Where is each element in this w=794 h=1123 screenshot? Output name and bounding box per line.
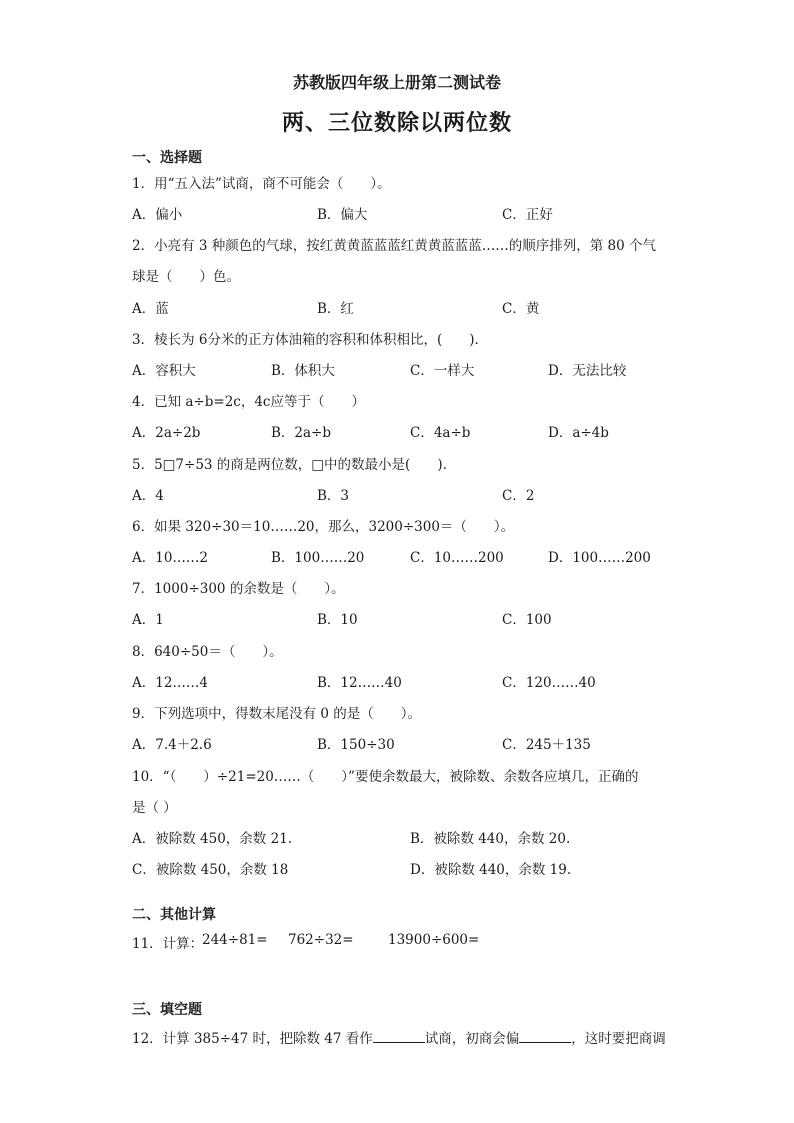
question-10-stem-line2: 是（ ） <box>132 800 177 816</box>
question-12-text-part2: 试商，初商会偏 <box>424 1031 520 1047</box>
answer-blank-1[interactable] <box>373 1030 425 1043</box>
section-heading-calculation: 二、其他计算 <box>132 907 216 923</box>
question-7-option-b: B．10 <box>317 612 358 628</box>
question-3-option-a: A．容积大 <box>132 363 196 379</box>
question-6-option-b: B．100……20 <box>271 550 365 566</box>
question-6-option-c: C．10……200 <box>410 550 504 566</box>
question-4-stem: 4．已知 a÷b=2c，4c应等于（ ） <box>132 394 365 410</box>
question-2-option-a: A．蓝 <box>132 301 169 317</box>
question-2-stem-line1: 2．小亮有 3 种颜色的气球，按红黄黄蓝蓝蓝红黄黄蓝蓝蓝……的顺序排列，第 80 个气 <box>132 238 657 254</box>
question-1-option-c: C．正好 <box>502 207 553 223</box>
question-5-stem: 5．5□7÷53 的商是两位数，□中的数最小是( ). <box>132 457 447 473</box>
question-11-expression-2: 762÷32= <box>288 932 354 948</box>
question-2-stem-line2: 球是（ ）色。 <box>132 269 240 285</box>
question-9-option-a: A．7.4＋2.6 <box>132 737 212 753</box>
question-3-option-d: D．无法比较 <box>548 363 627 379</box>
question-3-option-b: B．体积大 <box>271 363 335 379</box>
question-4-option-a: A．2a÷2b <box>132 425 201 441</box>
question-7-stem: 7．1000÷300 的余数是（ ）。 <box>132 581 345 597</box>
question-1-stem: 1．用“五入法”试商，商不可能会（ ）。 <box>132 176 391 192</box>
question-7-option-c: C．100 <box>502 612 552 628</box>
exam-subtitle: 两、三位数除以两位数 <box>281 111 512 136</box>
question-7-option-a: A．1 <box>132 612 164 628</box>
question-10-option-c: C．被除数 450，余数 18 <box>132 862 289 878</box>
question-5-option-b: B．3 <box>317 488 350 504</box>
question-9-option-c: C．245＋135 <box>502 737 591 753</box>
section-heading-fill-blank: 三、填空题 <box>132 1002 202 1018</box>
question-12-stem <box>132 1027 666 1047</box>
question-3-option-c: C．一样大 <box>410 363 475 379</box>
question-4-option-d: D．a÷4b <box>548 425 609 441</box>
question-10-stem-line1: 10．“（ ）÷21=20……（ ）”要使余数最大，被除数、余数各应填几，正确的 <box>132 769 639 785</box>
question-4-option-b: B．2a÷b <box>271 425 332 441</box>
question-1-option-a: A．偏小 <box>132 207 183 223</box>
question-2-option-b: B．红 <box>317 301 354 317</box>
question-9-option-b: B．150÷30 <box>317 737 395 753</box>
question-2-option-c: C．黄 <box>502 301 540 317</box>
question-10-option-d: D．被除数 440，余数 19. <box>410 862 572 878</box>
question-12-text-part1: 12．计算 385÷47 时，把除数 47 看作 <box>132 1031 373 1047</box>
question-10-option-a: A．被除数 450，余数 21. <box>132 831 293 847</box>
question-5-option-c: C．2 <box>502 488 535 504</box>
question-12-text-part3: ，这时要把商调 <box>571 1031 666 1047</box>
exam-title: 苏教版四年级上册第二测试卷 <box>292 73 501 92</box>
question-6-option-d: D．100……200 <box>548 550 651 566</box>
question-3-stem: 3．棱长为 6分米的正方体油箱的容积和体积相比，( ). <box>132 332 479 348</box>
question-11-label: 11．计算： <box>132 936 204 952</box>
question-8-option-a: A．12……4 <box>132 675 209 691</box>
question-4-option-c: C．4a÷b <box>410 425 471 441</box>
question-10-option-b: B．被除数 440，余数 20. <box>410 831 571 847</box>
question-11-expression-1: 244÷81= <box>202 932 268 948</box>
question-6-option-a: A．10……2 <box>132 550 209 566</box>
question-8-option-c: C．120……40 <box>502 675 596 691</box>
question-11-expression-3: 13900÷600= <box>388 932 480 948</box>
question-5-option-a: A．4 <box>132 488 164 504</box>
question-6-stem: 6．如果 320÷30＝10……20，那么，3200÷300＝（ ）。 <box>132 519 515 535</box>
question-1-option-b: B．偏大 <box>317 207 368 223</box>
question-8-option-b: B．12……40 <box>317 675 402 691</box>
question-8-stem: 8．640÷50＝（ ）。 <box>132 644 283 660</box>
section-heading-choice: 一、选择题 <box>132 150 202 166</box>
answer-blank-2[interactable] <box>519 1030 571 1043</box>
question-9-stem: 9．下列选项中，得数末尾没有 0 的是（ ）。 <box>132 706 422 722</box>
